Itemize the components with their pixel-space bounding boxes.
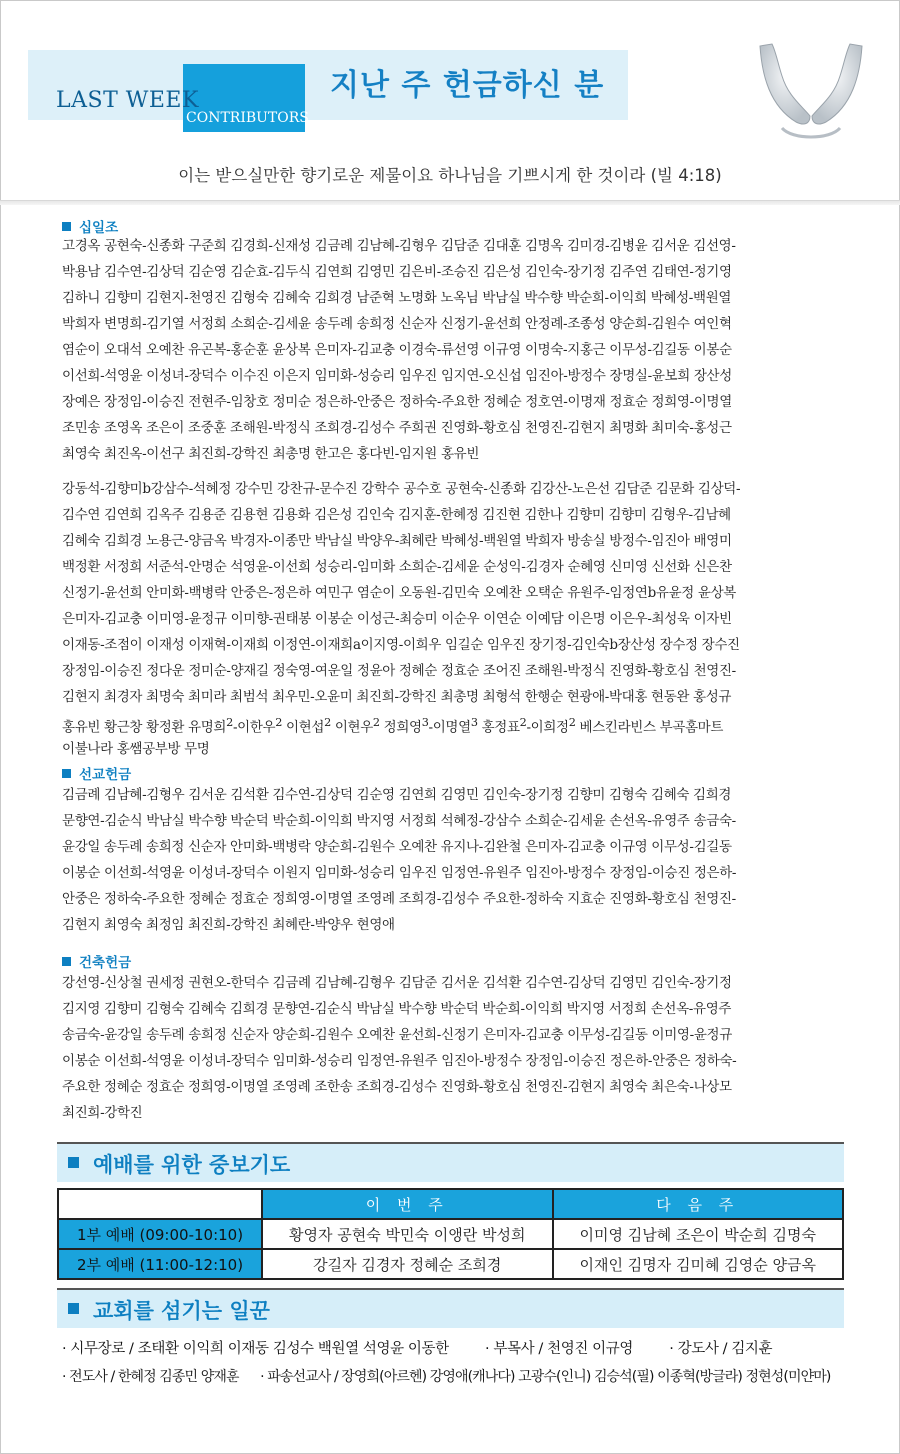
worker-group-associate-pastors: · 부목사 / 천영진 이규영 <box>484 1341 633 1357</box>
count-sup: 2 <box>275 716 283 729</box>
list-item: 이선희-석영윤 이성녀-장덕수 이수진 이은지 임미화-성승리 임우진 임지연-오신섭 임진아-방정수 장명실-윤보희 장산성 <box>62 368 732 384</box>
list-item: 김하니 김향미 김현지-천영진 김형숙 김혜숙 김희경 남준혁 노명화 노옥님 박남실 박수향 박순희-이익희 박혜성-백원열 <box>62 290 732 306</box>
offering-hands-icon <box>752 36 870 146</box>
bullet-square-icon <box>68 1303 79 1314</box>
name-group: -이명열 <box>428 719 471 736</box>
workers-row-1 <box>62 1337 852 1358</box>
next-week-cell: 이재인 김명자 김미혜 김영순 양금옥 <box>553 1249 844 1279</box>
worker-group-elders: · 시무장로 / 조태환 이익희 이재동 김성수 백원열 석영윤 이동한 <box>62 1341 449 1357</box>
list-item: 조민송 조영옥 조은이 조중훈 조해원-박정식 조희경-김성수 주희권 진영화-황호심 천영진-김현지 최명화 최미숙-홍성근 <box>62 420 732 436</box>
list-item: 박용남 김수연-김상덕 김순영 김순효-김두식 김연희 김영민 김은비-조승진 김은성 김인숙-장기정 김주연 김태연-정기영 <box>62 264 732 280</box>
bullet-square-icon <box>62 222 71 231</box>
col-this-week: 이 번 주 <box>262 1189 553 1219</box>
tithe-list <box>62 233 852 467</box>
list-item: 이재동-조점이 이재성 이재혁-이재희 이정연-이재희a이지영-이희우 임길순 임우진 장기정-김인숙b장산성 장수정 장수진 <box>62 637 740 653</box>
workers-row-2 <box>62 1366 852 1386</box>
count-sup: 2 <box>372 716 380 729</box>
list-item: 김혜숙 김희경 노용근-양금옥 박경자-이종만 박남실 박양우-최혜란 박혜성-백원열 박희자 방송실 방정수-임진아 배영미 <box>62 533 732 549</box>
name-group: 정희영 <box>379 719 422 736</box>
mission-heading-label: 선교헌금 <box>79 767 132 783</box>
count-sup: 2 <box>568 716 576 729</box>
count-sup: 2 <box>324 716 331 729</box>
table-row <box>58 1219 843 1249</box>
tithe-heading-label: 십일조 <box>79 220 119 236</box>
bullet-square-icon <box>62 957 71 966</box>
count-sup: 3 <box>470 716 478 729</box>
workers-heading: 교회를 섬기는 일꾼 <box>93 1299 270 1323</box>
table-corner-cell <box>58 1189 262 1219</box>
name-group: -이희정 <box>526 719 569 736</box>
list-item: 이봉순 이선희-석영윤 이성녀-장덕수 임미화-성승리 임정연-유원주 임진아-방정수 장정임-이승진 정은하-안중은 정하숙- <box>62 1053 737 1069</box>
count-sup: 2 <box>519 716 527 729</box>
list-item: 장예은 장정임-이승진 전현주-임창호 정미순 정은하-안중은 정하숙-주요한 정혜순 정호연-이명재 정효순 정희영-이명열 <box>62 394 732 410</box>
mission-list <box>62 782 852 938</box>
list-item: 장정임-이승진 정다운 정미순-양재길 정숙영-여운일 정윤아 정혜순 정효순 조어진 조해원-박정식 진영화-황호심 천영진- <box>62 663 736 679</box>
page-title: 지난 주 헌금하신 분 <box>330 68 605 103</box>
table-row <box>58 1249 843 1279</box>
list-item: 주요한 정혜순 정효순 정희영-이명열 조영례 조한송 조희경-김성수 진영화-황호심 천영진-김현지 최영숙 최은숙-나상모 <box>62 1079 732 1095</box>
col-next-week: 다 음 주 <box>553 1189 844 1219</box>
list-item: 문향연-김순식 박남실 박수향 박순덕 박순희-이익희 박지영 서정희 석혜정-강삼수 소희순-김세윤 손선옥-유영주 송금숙- <box>62 813 736 829</box>
next-week-cell: 이미영 김남혜 조은이 박순희 김명숙 <box>553 1219 844 1249</box>
building-list <box>62 970 852 1126</box>
building-heading-label: 건축헌금 <box>79 955 132 971</box>
list-item: 이봉순 이선희-석영윤 이성녀-장덕수 이원지 임미화-성승리 임우진 임정연-유원주 임진아-방정수 장정임-이승진 정은하- <box>62 865 737 881</box>
list-item: 염순이 오대석 오예찬 유곤복-홍순훈 윤상복 은미자-김교충 이경숙-류선영 이규영 이명숙-지홍근 이무성-김길동 이봉순 <box>62 342 732 358</box>
prayer-table <box>57 1188 844 1280</box>
worker-group-preachers: · 강도사 / 김지훈 <box>669 1341 773 1357</box>
tithe-list-2 <box>62 476 852 762</box>
this-week-cell: 강길자 김경자 정혜순 조희경 <box>262 1249 553 1279</box>
header-divider <box>0 200 900 205</box>
table-header-row <box>58 1189 843 1219</box>
worker-group-evangelists: · 전도사 / 한혜정 김종민 양재훈 <box>62 1369 239 1385</box>
list-item: 최진희-강학진 <box>62 1105 143 1121</box>
name-group: -이한우 <box>232 719 276 736</box>
name-group: 이현섭 <box>282 719 325 736</box>
list-item: 김지영 김향미 김형숙 김혜숙 김희경 문향연-김순식 박남실 박수향 박순덕 박순희-이익희 박지영 서정희 손선옥-유영주 <box>62 1001 732 1017</box>
list-item: 송금숙-윤강일 송두례 송희정 신순자 양순희-김원수 오예찬 윤선희-신정기 은미자-김교충 이무성-김길동 이미영-윤정규 <box>62 1027 732 1043</box>
name-group: 홍유빈 황근창 황정환 유명희 <box>62 719 227 736</box>
prayer-section-header <box>57 1142 844 1182</box>
list-item: 신정기-윤선희 안미화-백병락 안중은-정은하 여민구 염순이 오동원-김민숙 오예찬 오택순 유원주-임정연b유윤정 윤상복 <box>62 585 736 601</box>
list-item: 백정환 서정희 서준석-안명순 석영윤-이선희 성승리-임미화 소희순-김세윤 순성익-김경자 순혜영 신미영 신선화 신은찬 <box>62 559 732 575</box>
list-item: 강동석-김향미b강삼수-석혜정 강수민 강찬규-문수진 강학수 공수호 공현숙-신종화 김강산-노은선 김담준 김문화 김상덕- <box>62 481 741 497</box>
list-item: 최영숙 최진옥-이선구 최진희-강학진 최총명 한고은 홍다빈-임지원 홍유빈 <box>62 446 480 462</box>
list-item: 김수연 김연희 김옥주 김용준 김용현 김용화 김은성 김인숙 김지훈-한혜정 김진현 김한나 김향미 김향미 김형우-김남혜 <box>62 507 731 523</box>
list-item-superscripts <box>62 710 852 736</box>
list-item: 안중은 정하숙-주요한 정혜순 정효순 정희영-이명열 조영례 조희경-김성수 주요한-정하숙 지효순 진영화-황호심 천영진- <box>62 891 736 907</box>
list-item: 이불나라 홍쌤공부방 무명 <box>62 741 210 757</box>
name-group: 홍정표 <box>477 719 520 736</box>
this-week-cell: 황영자 공현숙 박민숙 이앵란 박성희 <box>262 1219 553 1249</box>
worker-group-missionaries: · 파송선교사 / 장영희(아르헨) 강영애(캐나다) 고광수(인니) 김승석(필) 이종혁(방글라) 정현성(미얀마) <box>260 1369 831 1385</box>
list-item: 강선영-신상철 권세정 권현오-한덕수 김금례 김남혜-김형우 김담준 김서운 김석환 김수연-김상덕 김영민 김인숙-장기정 <box>62 975 732 991</box>
list-item: 김현지 최영숙 최정임 최진희-강학진 최혜란-박양우 현영애 <box>62 917 395 933</box>
scripture-verse: 이는 받으실만한 향기로운 제물이요 하나님을 기쁘시게 한 것이라 (빌 4:18) <box>178 166 722 185</box>
name-group: 베스킨라빈스 부곡홈마트 <box>575 719 724 736</box>
bullet-square-icon <box>62 769 71 778</box>
name-group: 이현우 <box>330 719 373 736</box>
service-cell: 2부 예배 (11:00-12:10) <box>58 1249 262 1279</box>
list-item: 윤강일 송두례 송희정 신순자 안미화-백병락 양순희-김원수 오예찬 유지나-김완철 은미자-김교충 이규영 이무성-김길동 <box>62 839 732 855</box>
count-sup: 3 <box>421 716 429 729</box>
service-cell: 1부 예배 (09:00-10:10) <box>58 1219 262 1249</box>
list-item: 고경옥 공현숙-신종화 구준희 김경희-신재성 김금례 김남혜-김형우 김담준 김대훈 김명옥 김미경-김병윤 김서운 김선영- <box>62 238 736 254</box>
building-heading <box>62 951 131 971</box>
last-week-label: LAST WEEK <box>56 88 199 113</box>
prayer-heading: 예배를 위한 중보기도 <box>93 1153 291 1177</box>
count-sup: 2 <box>226 716 233 729</box>
workers-section-header <box>57 1288 844 1328</box>
header <box>0 0 900 200</box>
contributors-label: CONTRIBUTORS <box>186 110 309 126</box>
mission-heading <box>62 763 131 783</box>
bullet-square-icon <box>68 1157 79 1168</box>
list-item: 김금례 김남혜-김형우 김서운 김석환 김수연-김상덕 김순영 김연희 김영민 김인숙-장기정 김향미 김형숙 김혜숙 김희경 <box>62 787 732 803</box>
list-item: 김현지 최경자 최명숙 최미라 최범석 최우민-오윤미 최진희-강학진 최총명 최형석 한행순 현광애-박대홍 현동완 홍성규 <box>62 689 732 705</box>
list-item: 은미자-김교충 이미영-윤정규 이미향-권태봉 이봉순 이성근-최승미 이순우 이연순 이예담 이은명 이은우-최성욱 이자빈 <box>62 611 732 627</box>
list-item: 박희자 변명희-김기열 서정희 소희순-김세윤 송두례 송희정 신순자 신정기-윤선희 안정례-조종성 양순희-김원수 여인혁 <box>62 316 732 332</box>
